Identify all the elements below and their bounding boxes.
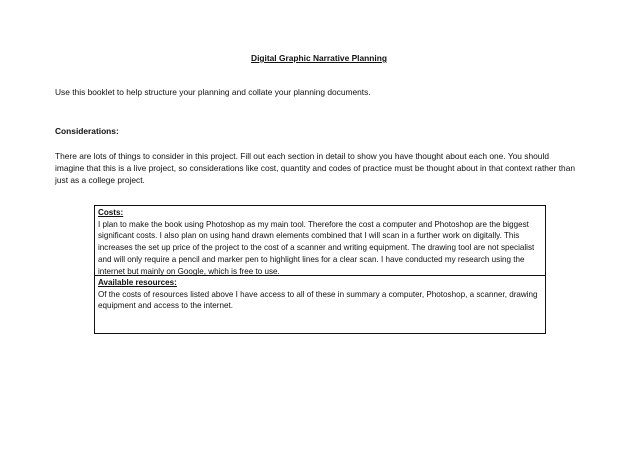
intro-text: Use this booklet to help structure your planning and collate your planning documents. <box>55 87 371 97</box>
considerations-heading: Considerations: <box>55 126 119 136</box>
costs-cell <box>95 206 545 275</box>
considerations-body: There are lots of things to consider in this project. Fill out each section in detail to show you have thought about each one. You should imagine that this is a live project, so considerations like cost, quantity and codes of practice must be thought about in that context rather than just as a college project. <box>55 151 576 185</box>
costs-body: I plan to make the book using Photoshop as my main tool. Therefore the cost a computer and Photoshop are the biggest significant costs. I also plan on using hand drawn elements combined that I will scan in a further work on digitally. This increases the set up price of the project to the cost of a scanner and writing equipment. The drawing tool are not specialist and will only require a pencil and marker pen to highlight lines for a clear scan. I have conducted my research using the internet but mainly on Google, which is free to use. <box>98 219 535 276</box>
planning-table <box>94 205 546 334</box>
resources-body: Of the costs of resources listed above I have access to all of these in summary a computer, Photoshop, a scanner, drawing equipment and access to the internet. <box>98 289 538 311</box>
document-title: Digital Graphic Narrative Planning <box>251 53 387 63</box>
resources-cell <box>95 275 545 333</box>
costs-heading: Costs: <box>98 208 124 217</box>
resources-heading: Available resources: <box>98 278 177 287</box>
